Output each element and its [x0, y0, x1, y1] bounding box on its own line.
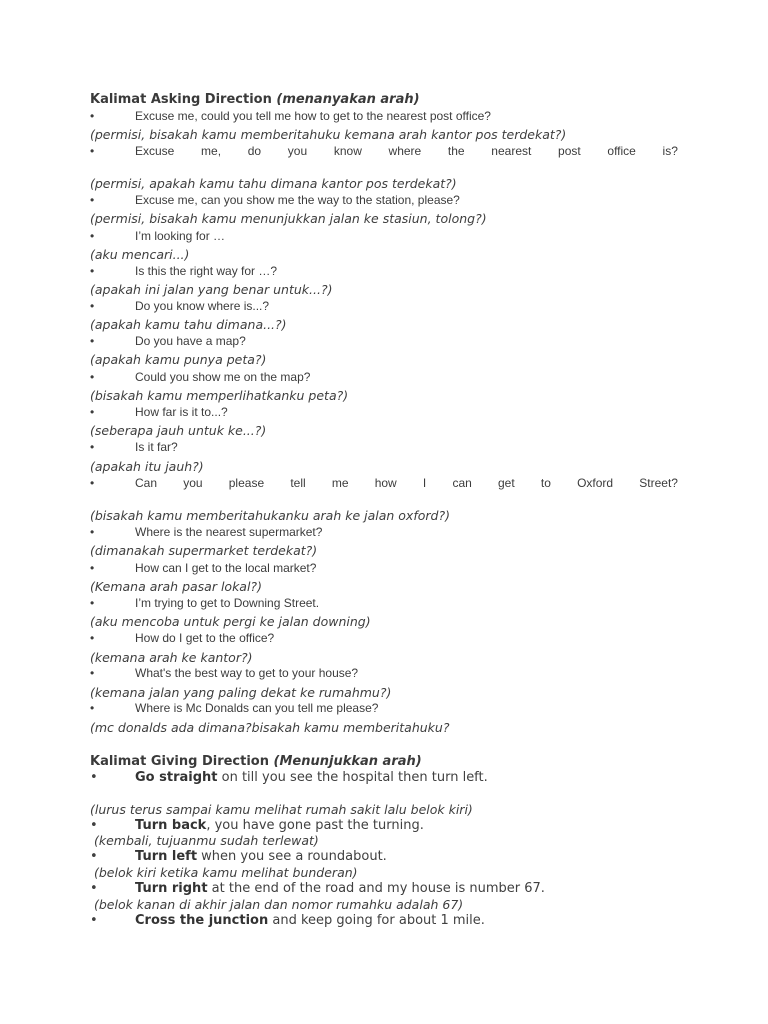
- direction-keyword: Turn left: [135, 849, 198, 864]
- bullet-mark: •: [90, 770, 98, 785]
- list-item-text: Excuse me, can you show me the way to the station, please?: [135, 193, 460, 207]
- list-item-text: [135, 849, 387, 864]
- direction-keyword: Turn back: [135, 818, 207, 833]
- list-item-text-justified: [135, 476, 678, 490]
- translation: (apakah kamu punya peta?): [90, 352, 267, 367]
- list-item-text: Where is the nearest supermarket?: [135, 525, 323, 539]
- bullet-mark: •: [90, 913, 98, 928]
- direction-rest: when you see a roundabout.: [197, 849, 387, 864]
- bullet-mark: •: [90, 405, 95, 419]
- asking-heading: [90, 92, 678, 107]
- direction-rest: and keep going for about 1 mile.: [268, 913, 485, 928]
- translation: (belok kanan di akhir jalan dan nomor rumahku adalah 67): [90, 897, 464, 912]
- bullet-mark: •: [90, 193, 95, 207]
- bullet-mark: •: [90, 818, 98, 833]
- word: Excuse: [135, 144, 175, 158]
- translation: (Kemana arah pasar lokal?): [90, 579, 262, 594]
- translation: (aku mencari...): [90, 247, 190, 262]
- word: office: [607, 144, 636, 158]
- bullet-mark: •: [90, 701, 95, 715]
- word: tell: [290, 476, 306, 490]
- giving-heading: [90, 754, 678, 769]
- list-item-text: I’m looking for …: [135, 229, 226, 243]
- translation: (bisakah kamu memberitahukanku arah ke jalan oxford?): [90, 508, 450, 523]
- direction-rest: at the end of the road and my house is number 67.: [207, 881, 545, 896]
- translation: (mc donalds ada dimana?bisakah kamu memberitahuku?: [90, 720, 450, 735]
- bullet-mark: •: [90, 525, 95, 539]
- translation: (kembali, tujuanmu sudah terlewat): [90, 833, 319, 848]
- direction-rest: on till you see the hospital then turn left.: [217, 770, 488, 785]
- word: me: [331, 476, 349, 490]
- word: I: [422, 476, 427, 490]
- word: know: [333, 144, 362, 158]
- direction-rest: , you have gone past the turning.: [206, 818, 424, 833]
- bullet-mark: •: [90, 596, 95, 610]
- bullet-mark: •: [90, 561, 95, 575]
- bullet-mark: •: [90, 109, 95, 123]
- word: is?: [662, 144, 678, 158]
- bullet-mark: •: [90, 849, 98, 864]
- list-item-text: [135, 881, 545, 896]
- word: me,: [201, 144, 222, 158]
- translation: (apakah itu jauh?): [90, 459, 204, 474]
- word: nearest: [491, 144, 532, 158]
- bullet-mark: •: [90, 370, 95, 384]
- translation: (bisakah kamu memperlihatkanku peta?): [90, 388, 349, 403]
- bullet-mark: •: [90, 881, 98, 896]
- word: Street?: [639, 476, 678, 490]
- list-item-text: Do you have a map?: [135, 334, 246, 348]
- word: please: [228, 476, 265, 490]
- word: Oxford: [577, 476, 614, 490]
- list-item-text: Excuse me, could you tell me how to get to the nearest post office?: [135, 109, 491, 123]
- translation: (apakah kamu tahu dimana...?): [90, 317, 287, 332]
- translation: (belok kiri ketika kamu melihat bunderan): [90, 865, 358, 880]
- list-item-text: [135, 770, 488, 785]
- word: post: [558, 144, 581, 158]
- list-item-text: I’m trying to get to Downing Street.: [135, 596, 320, 610]
- bullet-mark: •: [90, 299, 95, 313]
- word: the: [447, 144, 465, 158]
- list-item-text: How can I get to the local market?: [135, 561, 317, 575]
- bullet-mark: •: [90, 229, 95, 243]
- asking-heading-bold: Kalimat Asking Direction: [90, 92, 272, 107]
- translation: (permisi, apakah kamu tahu dimana kantor pos terdekat?): [90, 176, 457, 191]
- bullet-mark: •: [90, 334, 95, 348]
- list-item-text: How do I get to the office?: [135, 631, 275, 645]
- list-item-text: Could you show me on the map?: [135, 370, 311, 384]
- translation: (permisi, bisakah kamu memberitahuku kemana arah kantor pos terdekat?): [90, 127, 567, 142]
- word: you: [287, 144, 308, 158]
- list-item-text: How far is it to...?: [135, 405, 228, 419]
- translation: (aku mencoba untuk pergi ke jalan downing): [90, 614, 371, 629]
- word: get: [497, 476, 515, 490]
- bullet-mark: •: [90, 631, 95, 645]
- direction-keyword: Go straight: [135, 770, 218, 785]
- word: to: [540, 476, 551, 490]
- word: Can: [135, 476, 158, 490]
- direction-keyword: Cross the junction: [135, 913, 269, 928]
- bullet-mark: •: [90, 440, 95, 454]
- word: how: [374, 476, 397, 490]
- list-item-text: Do you know where is...?: [135, 299, 270, 313]
- translation: (kemana arah ke kantor?): [90, 650, 253, 665]
- list-item-text-justified: [135, 144, 678, 158]
- giving-heading-italic: (Menunjukkan arah): [273, 754, 422, 769]
- word: you: [183, 476, 203, 490]
- bullet-mark: •: [90, 476, 95, 490]
- list-item-text: What's the best way to get to your house?: [135, 666, 359, 680]
- list-item-text: [135, 818, 424, 833]
- word: can: [452, 476, 472, 490]
- word: do: [247, 144, 262, 158]
- list-item-text: [135, 913, 485, 928]
- list-item-text: Is this the right way for …?: [135, 264, 278, 278]
- direction-keyword: Turn right: [135, 881, 208, 896]
- giving-heading-bold: Kalimat Giving Direction: [90, 754, 269, 769]
- bullet-mark: •: [90, 144, 95, 158]
- translation: (lurus terus sampai kamu melihat rumah sakit lalu belok kiri): [90, 802, 473, 817]
- translation: (permisi, bisakah kamu menunjukkan jalan ke stasiun, tolong?): [90, 211, 487, 226]
- translation: (dimanakah supermarket terdekat?): [90, 543, 318, 558]
- list-item-text: Where is Mc Donalds can you tell me please?: [135, 701, 379, 715]
- asking-heading-italic: (menanyakan arah): [276, 92, 420, 107]
- list-item-text: Is it far?: [135, 440, 178, 454]
- bullet-mark: •: [90, 264, 95, 278]
- word: where: [388, 144, 422, 158]
- translation: (kemana jalan yang paling dekat ke rumahmu?): [90, 685, 392, 700]
- translation: (apakah ini jalan yang benar untuk...?): [90, 282, 333, 297]
- bullet-mark: •: [90, 666, 95, 680]
- translation: (seberapa jauh untuk ke...?): [90, 423, 267, 438]
